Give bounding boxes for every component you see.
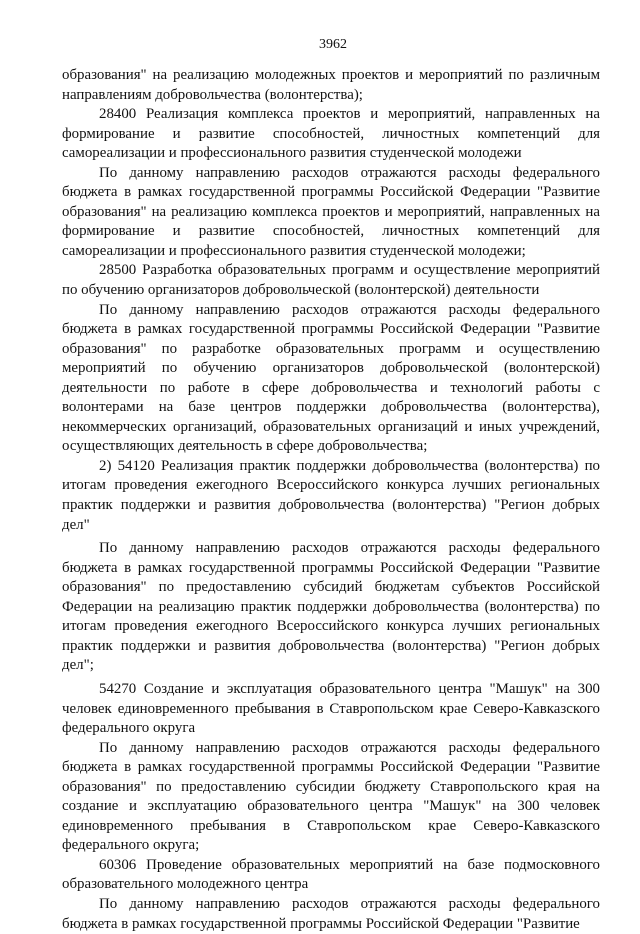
paragraph-continuation: образования" на реализацию молодежных проектов и мероприятий по различным направлениям добровольчества (волонтерства); <box>62 67 600 103</box>
paragraph-description-54270: По данному направлению расходов отражаются расходы федерального бюджета в рамках государственной программы Российской Федерации "Развитие образования" по предоставлению субсидии бюджету Ставропольского края на создание и эксплуатацию образовательного центра "Машук" на 300 человек единовременного пребывания в Ставропольском крае Северо-Кавказского федерального округа; <box>62 739 600 854</box>
paragraph-code-28500: 28500 Разработка образовательных программ и осуществление мероприятий по обучению организаторов добровольческой (волонтерской) деятельности <box>62 262 600 299</box>
page-number: 3962 <box>319 37 347 52</box>
paragraph-description-28400: По данному направлению расходов отражаются расходы федерального бюджета в рамках государственной программы Российской Федерации "Развитие образования" на реализацию комплекса проектов и мероприятий, направленных на формирование и развитие способностей, личностных компетенций для самореализации и профессионального развития студенческой молодежи; <box>62 164 600 259</box>
paragraph-code-54270: 54270 Создание и эксплуатация образовательного центра "Машук" на 300 человек единовременного пребывания в Ставропольском крае Северо-Кавказского федерального округа <box>62 680 600 737</box>
paragraph-description-28500: По данному направлению расходов отражаются расходы федерального бюджета в рамках государственной программы Российской Федерации "Развитие образования" по разработке образовательных программ и осуществлению мероприятий по обучению организаторов добровольческой (волонтерской) деятельности по работе в сфере добровольчества и технологий работы с волонтерами на базе центров поддержки добровольчества (волонтерства), некоммерческих организаций, образовательных организаций и иных учреждений, осуществляющих деятельность в сфере добровольчества; <box>62 301 600 455</box>
paragraph-description-54120: По данному направлению расходов отражаются расходы федерального бюджета в рамках государственной программы Российской Федерации "Развитие образования" по предоставлению субсидий бюджетам субъектов Российской Федерации на реализацию практик поддержки добровольчества (волонтерства) по итогам проведения ежегодного Всероссийского конкурса лучших региональных практик поддержки и развития добровольчества (волонтерства) "Регион добрых дел"; <box>62 540 600 674</box>
document-body <box>62 66 600 934</box>
paragraph-code-60306: 60306 Проведение образовательных мероприятий на базе подмосковного образовательного молодежного центра <box>62 856 600 893</box>
paragraph-code-28400: 28400 Реализация комплекса проектов и мероприятий, направленных на формирование и развитие способностей, личностных компетенций для самореализации и профессионального развития студенческой молодежи <box>62 106 600 162</box>
paragraph-description-60306: По данному направлению расходов отражаются расходы федерального бюджета в рамках государственной программы Российской Федерации "Развитие <box>62 895 600 932</box>
paragraph-code-54120: 2) 54120 Реализация практик поддержки добровольчества (волонтерства) по итогам проведения ежегодного Всероссийского конкурса лучших региональных практик поддержки и развития добровольчества (волонтерства) "Регион добрых дел" <box>62 457 600 533</box>
